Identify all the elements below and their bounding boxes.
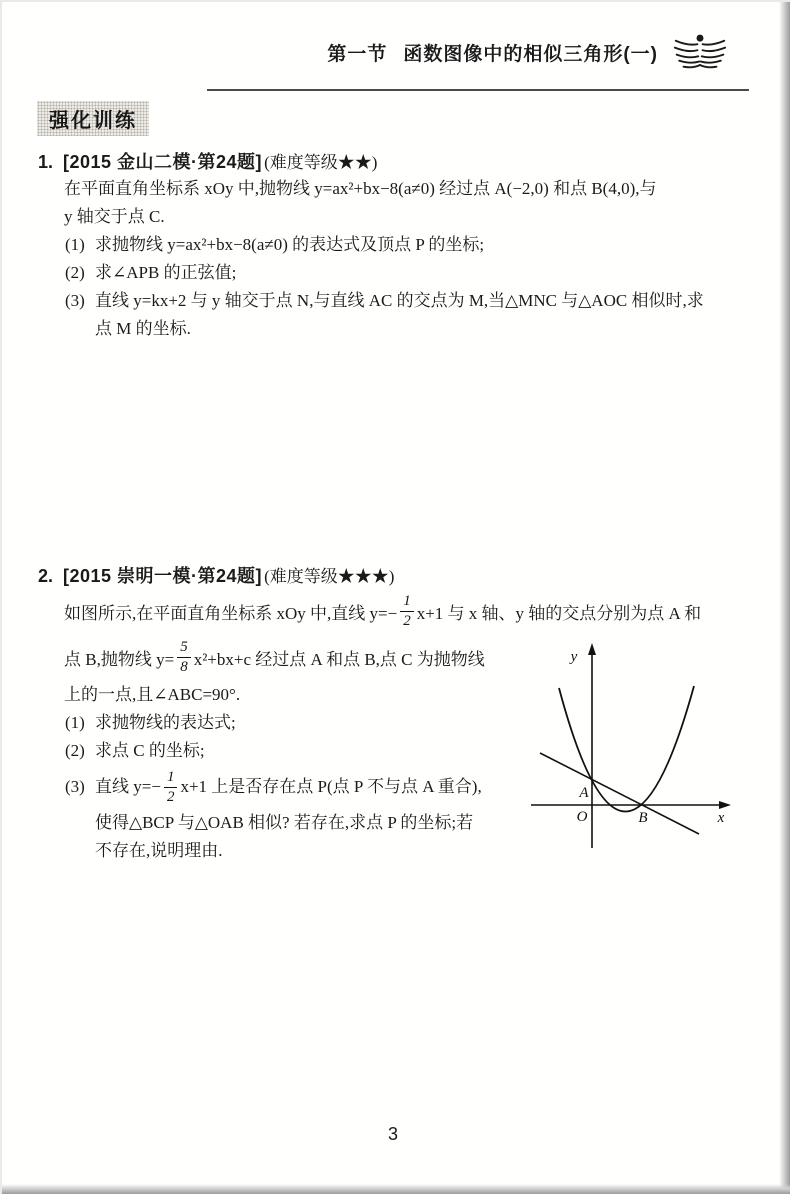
subquestion-text: 求抛物线的表达式; xyxy=(95,713,236,732)
subquestion-text: 求∠APB 的正弦值; xyxy=(95,263,237,282)
subquestion-marker: (1) xyxy=(65,713,85,732)
origin-label: O xyxy=(576,809,588,825)
problem-1-intro-line-2: y 轴交于点 C. xyxy=(64,207,165,226)
fraction-numerator: 5 xyxy=(177,639,191,658)
line-through-a-b xyxy=(540,753,699,834)
subquestion-marker: (1) xyxy=(65,235,85,254)
subquestion-marker: (2) xyxy=(65,263,85,282)
problem-1-subquestion-3-cont: 点 M 的坐标. xyxy=(95,319,191,338)
intro-text: x+1 与 x 轴、y 轴的交点分别为点 A 和 xyxy=(416,603,702,623)
subquestion-text: 直线 y=kx+2 与 y 轴交于点 N,与直线 AC 的交点为 M,当△MNC 与△AOC 相似时,求 xyxy=(95,291,704,310)
difficulty-rating: (难度等级★★★) xyxy=(264,567,395,586)
point-a-label: A xyxy=(579,785,589,801)
problem-source: [2015 金山二模·第24题] xyxy=(63,152,263,172)
fraction-denominator: 8 xyxy=(180,658,188,675)
y-axis-arrow-icon xyxy=(588,643,596,655)
page-number: 3 xyxy=(387,1124,398,1144)
difficulty-rating: (难度等级★★) xyxy=(264,153,378,172)
intro-text: x²+bx+c 经过点 A 和点 B,点 C 为抛物线 xyxy=(193,649,485,669)
open-book-reader-logo-icon xyxy=(674,32,726,72)
x-axis-label: x xyxy=(717,810,725,826)
subquestion-text: x+1 上是否存在点 P(点 P 不与点 A 重合), xyxy=(180,777,482,796)
problem-number: 1. xyxy=(38,152,54,172)
problem-2-intro-line-1 xyxy=(64,589,758,633)
subquestion-marker: (2) xyxy=(65,741,85,760)
subquestion-text: 求抛物线 y=ax²+bx−8(a≠0) 的表达式及顶点 P 的坐标; xyxy=(95,235,485,254)
header-divider xyxy=(207,89,749,91)
section-title: 函数图像中的相似三角形(一) xyxy=(403,43,658,65)
y-axis-label: y xyxy=(570,649,578,665)
problem-2-title xyxy=(38,562,758,589)
point-b-label: B xyxy=(638,810,648,826)
section-number: 第一节 xyxy=(327,43,388,65)
x-axis-arrow-icon xyxy=(719,801,731,809)
page-header xyxy=(2,32,726,72)
fraction-one-half xyxy=(164,769,178,806)
fraction-five-eighths xyxy=(177,639,191,676)
fraction-numerator: 1 xyxy=(400,593,414,612)
page-bottom-edge-shadow xyxy=(2,1184,790,1194)
problem-1-subquestion-3 xyxy=(65,287,758,315)
problem-1-intro-line-1: 在平面直角坐标系 xOy 中,抛物线 y=ax²+bx−8(a≠0) 经过点 A(−2,0) 和点 B(4,0),与 xyxy=(64,179,657,198)
problem-1-subquestion-2 xyxy=(65,259,758,287)
subquestion-text: 直线 y=− xyxy=(95,777,161,796)
fraction-numerator: 1 xyxy=(164,769,178,788)
intro-text: 如图所示,在平面直角坐标系 xOy 中,直线 y=− xyxy=(64,603,398,623)
problem-2-subquestion-3-cont-1: 使得△BCP 与△OAB 相似? 若存在,求点 P 的坐标;若 xyxy=(95,813,474,832)
page-right-edge-shadow xyxy=(779,2,790,1194)
fraction-denominator: 2 xyxy=(403,612,411,629)
section-badge: 强化训练 xyxy=(37,101,149,136)
coordinate-figure xyxy=(530,635,742,877)
problem-number: 2. xyxy=(38,566,54,586)
intro-text: 点 B,抛物线 y= xyxy=(64,649,175,669)
fraction-one-half xyxy=(400,593,414,630)
problem-1 xyxy=(38,148,758,343)
problem-1-title xyxy=(38,148,758,175)
problem-source: [2015 崇明一模·第24题] xyxy=(63,566,263,586)
problem-1-subquestion-1 xyxy=(65,231,758,259)
subquestion-text: 求点 C 的坐标; xyxy=(95,741,205,760)
problem-2-subquestion-3-cont-2: 不存在,说明理由. xyxy=(95,841,223,860)
problem-2-intro-line-3: 上的一点,且∠ABC=90°. xyxy=(64,685,241,704)
fraction-denominator: 2 xyxy=(166,788,175,805)
subquestion-marker: (3) xyxy=(65,291,85,310)
subquestion-marker: (3) xyxy=(65,777,85,796)
